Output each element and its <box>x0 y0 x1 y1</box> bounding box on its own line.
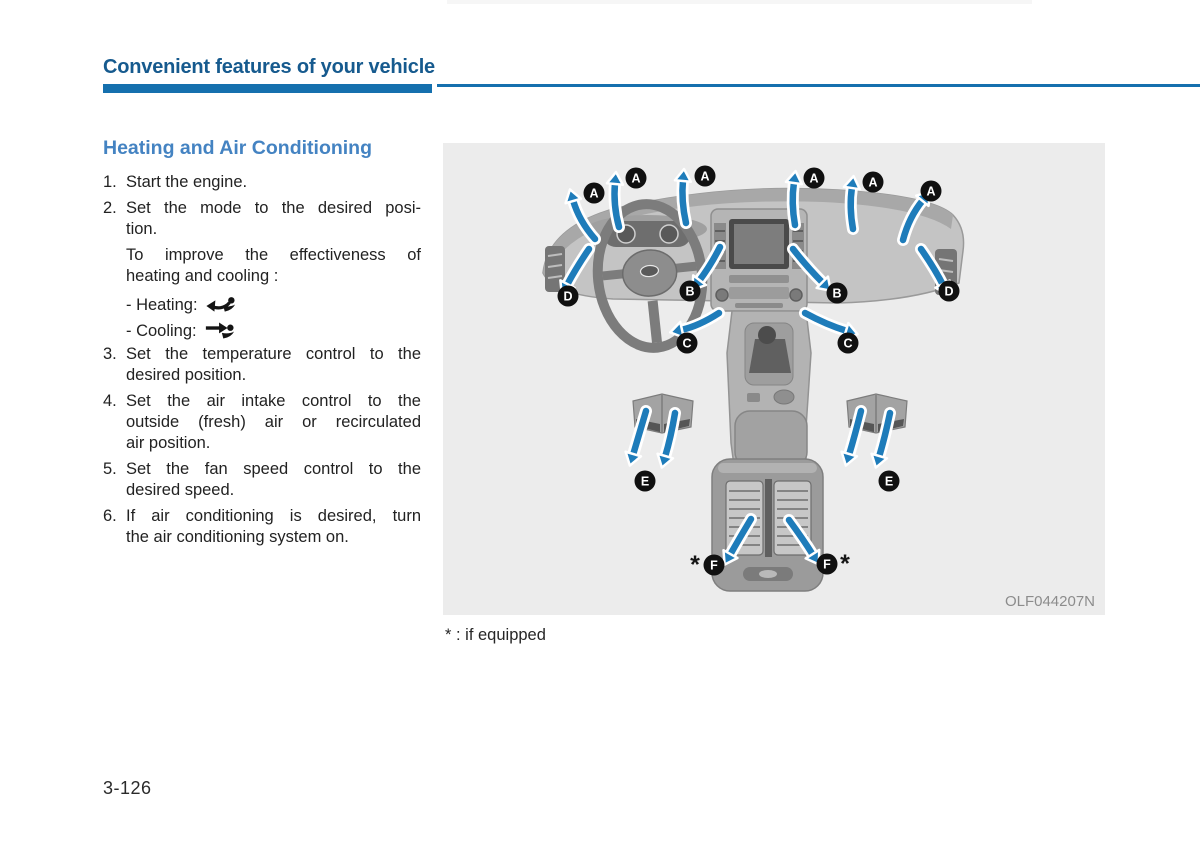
audio-unit <box>729 287 789 299</box>
vent-marker-letter: F <box>710 558 718 573</box>
step-number: 5. <box>103 460 117 478</box>
vent-marker-letter: B <box>832 286 842 301</box>
vent-marker-d <box>558 286 579 307</box>
vent-marker-letter: F <box>823 557 831 572</box>
step-text <box>126 506 421 548</box>
vent-marker-c <box>838 333 859 354</box>
mode-row <box>103 318 421 344</box>
vent-marker-letter: A <box>809 171 819 186</box>
vent-marker-a <box>584 183 605 204</box>
vent-marker-a <box>626 168 647 189</box>
vent-marker-b <box>680 281 701 302</box>
step-number: 2. <box>103 199 117 217</box>
header-rule <box>437 84 1200 87</box>
vent-marker-letter: E <box>640 474 650 489</box>
rear-console-vents <box>712 459 823 591</box>
top-band <box>447 0 1032 4</box>
dashboard-illustration <box>443 143 1105 615</box>
step-number: 4. <box>103 392 117 410</box>
vent-marker-a <box>921 181 942 202</box>
figure-code: OLF044207N <box>1004 593 1095 610</box>
figure-footnote: * : if equipped <box>445 626 546 644</box>
vent-marker-a <box>863 172 884 193</box>
mode-label: - Cooling: <box>126 321 197 340</box>
instruction-step <box>103 344 421 386</box>
steps-list <box>103 172 421 548</box>
vent-marker-f <box>817 554 838 575</box>
center-console <box>727 311 811 473</box>
cooling-face-mode-icon <box>204 322 236 341</box>
step-text <box>126 172 421 193</box>
if-equipped-asterisk: * <box>840 550 850 578</box>
vent-marker-letter: A <box>700 169 710 184</box>
step-number: 6. <box>103 507 117 525</box>
vent-marker-letter: A <box>631 171 641 186</box>
step-text <box>126 344 421 386</box>
step-text <box>126 459 421 501</box>
vent-marker-e <box>635 471 656 492</box>
note-paragraph <box>103 245 421 287</box>
vent-marker-letter: A <box>868 175 878 190</box>
instruction-step <box>103 506 421 548</box>
step-number: 1. <box>103 173 117 191</box>
vent-marker-letter: D <box>563 289 573 304</box>
text-line: To improve the effectiveness of <box>126 246 421 264</box>
mode-label: - Heating: <box>126 295 198 314</box>
text-line: Set the mode to the desired posi- <box>126 199 421 217</box>
vent-marker-letter: E <box>884 474 894 489</box>
text-line: Set the air intake control to the <box>126 392 421 410</box>
vent-marker-letter: A <box>926 184 936 199</box>
instruction-step <box>103 391 421 454</box>
vent-marker-letter: C <box>843 336 853 351</box>
text-line: If air conditioning is desired, turn <box>126 507 421 525</box>
text-line: air position. <box>126 434 211 452</box>
text-line: heating and cooling : <box>126 267 279 285</box>
vent-marker-a <box>695 166 716 187</box>
text-line: Start the engine. <box>126 173 248 191</box>
text-line: Set the temperature control to the <box>126 345 421 363</box>
text-line: desired speed. <box>126 481 235 499</box>
vent-marker-letter: B <box>685 284 695 299</box>
text-line: tion. <box>126 220 158 238</box>
vent-marker-letter: C <box>682 336 692 351</box>
text-line: outside (fresh) air or recirculated <box>126 413 421 431</box>
vent-marker-letter: D <box>944 284 954 299</box>
mode-row <box>103 292 421 318</box>
step-text <box>126 198 421 240</box>
if-equipped-asterisk: * <box>690 551 700 579</box>
step-text <box>126 245 421 287</box>
page-number: 3-126 <box>103 778 152 798</box>
vent-marker-f <box>704 555 725 576</box>
gear-shifter <box>758 326 776 344</box>
heating-floor-mode-icon <box>205 296 237 315</box>
vent-marker-b <box>827 283 848 304</box>
vent-marker-c <box>677 333 698 354</box>
step-text <box>126 391 421 454</box>
section-title: Heating and Air Conditioning <box>103 137 373 159</box>
instruction-step <box>103 198 421 240</box>
instruction-step <box>103 459 421 501</box>
vent-marker-d <box>939 281 960 302</box>
vent-marker-letter: A <box>589 186 599 201</box>
vent-marker-a <box>804 168 825 189</box>
hvac-airflow-figure <box>443 143 1105 615</box>
step-number: 3. <box>103 345 117 363</box>
vent-marker-e <box>879 471 900 492</box>
instructions-column <box>103 136 421 553</box>
instruction-step <box>103 172 421 193</box>
header-underline-bar <box>103 84 432 93</box>
text-line: the air conditioning system on. <box>126 528 349 546</box>
text-line: Set the fan speed control to the <box>126 460 421 478</box>
text-line: desired position. <box>126 366 247 384</box>
chapter-header: Convenient features of your vehicle <box>103 56 435 78</box>
